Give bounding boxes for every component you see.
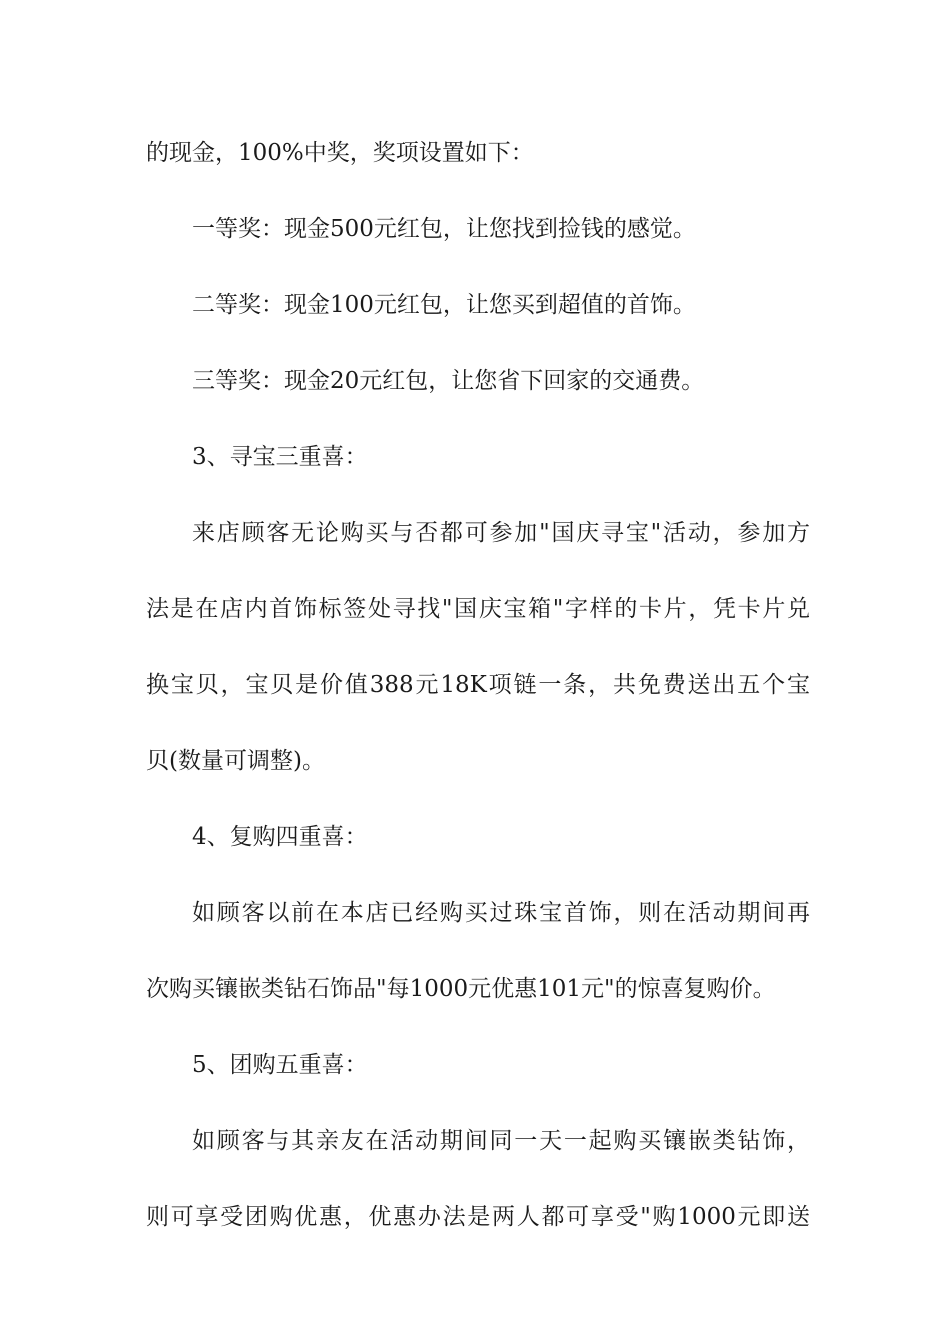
paragraph-line: 贝(数量可调整)。 — [146, 748, 325, 774]
section-heading: 4、复购四重喜： — [192, 824, 368, 850]
paragraph-line: 二等奖：现金100元红包，让您买到超值的首饰。 — [192, 292, 696, 318]
paragraph-line: 的现金，100%中奖，奖项设置如下： — [146, 140, 534, 166]
paragraph-line: 次购买镶嵌类钻石饰品"每1000元优惠101元"的惊喜复购价。 — [146, 976, 776, 1002]
section-heading: 5、团购五重喜： — [192, 1052, 368, 1078]
paragraph-line: 来店顾客无论购买与否都可参加"国庆寻宝"活动，参加方 — [192, 520, 810, 546]
paragraph-line: 如顾客与其亲友在活动期间同一天一起购买镶嵌类钻饰， — [192, 1128, 810, 1154]
paragraph-line: 法是在店内首饰标签处寻找"国庆宝箱"字样的卡片，凭卡片兑 — [146, 596, 810, 622]
paragraph-line: 换宝贝，宝贝是价值388元18K项链一条，共免费送出五个宝 — [146, 672, 810, 698]
document-body — [146, 124, 810, 1246]
section-heading: 3、寻宝三重喜： — [192, 444, 368, 470]
paragraph-line: 三等奖：现金20元红包，让您省下回家的交通费。 — [192, 368, 705, 394]
paragraph-line: 则可享受团购优惠，优惠办法是两人都可享受"购1000元即送 — [146, 1204, 810, 1230]
paragraph-line: 一等奖：现金500元红包，让您找到捡钱的感觉。 — [192, 216, 696, 242]
paragraph-line: 如顾客以前在本店已经购买过珠宝首饰，则在活动期间再 — [192, 900, 810, 926]
